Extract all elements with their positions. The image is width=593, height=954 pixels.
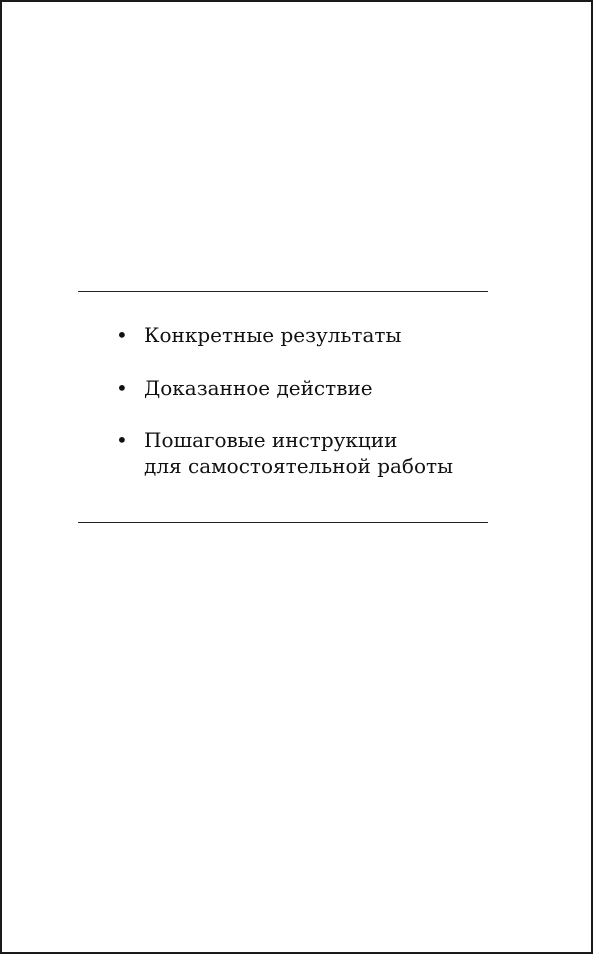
bullet-text-line: для самостоятельной работы: [144, 454, 453, 478]
bullet-text: [144, 427, 453, 479]
bottom-divider: [78, 522, 488, 523]
bullet-text: [144, 375, 373, 401]
bullet-text-line: Конкретные результаты: [144, 323, 402, 347]
bullet-text: [144, 322, 401, 348]
bullet-text-line: Доказанное действие: [144, 376, 373, 400]
bullet-marker: •: [116, 323, 128, 347]
top-divider: [78, 291, 488, 292]
bullet-text-line: Пошаговые инструкции: [144, 428, 398, 452]
bullet-marker: •: [116, 376, 128, 400]
bullet-marker: •: [116, 428, 128, 452]
